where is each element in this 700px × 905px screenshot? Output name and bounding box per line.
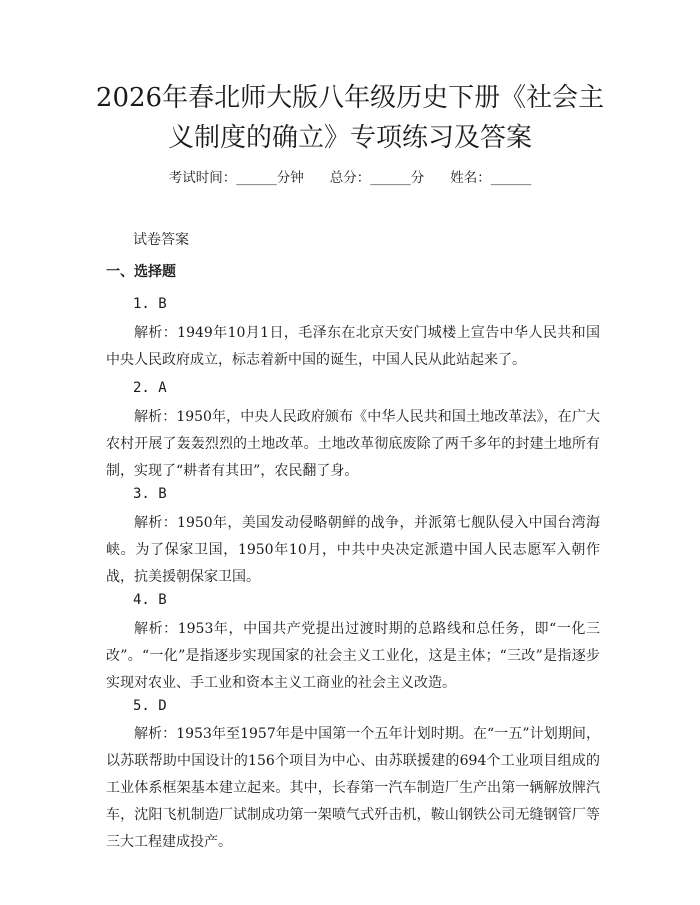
- answer-4: 4. B: [133, 592, 167, 608]
- exam-time-label: 考试时间：______分钟: [168, 170, 304, 186]
- explanation-3: 解析：1950年，美国发动侵略朝鲜的战争，并派第七舰队侵入中国台湾海峡。为了保家卫国，1950年10月，中共中央决定派遣中国人民志愿军入朝作战，抗美援朝保家卫国。: [106, 515, 600, 585]
- section-title: 一、选择题: [106, 264, 176, 280]
- total-score-label: 总分：______分: [329, 170, 425, 186]
- answer-heading: 试卷答案: [133, 232, 189, 248]
- answer-3: 3. B: [133, 486, 167, 502]
- explanation-4: 解析：1953年，中国共产党提出过渡时期的总路线和总任务，即“一化三改”。“一化”是指逐步实现国家的社会主义工业化，这是主体；“三改”是指逐步实现对农业、手工业和资本主义工商业的社会主义改造。: [106, 621, 600, 691]
- answer-2: 2. A: [133, 380, 167, 396]
- answer-1: 1. B: [133, 296, 167, 312]
- student-name-label: 姓名：______: [450, 170, 532, 186]
- exam-meta: [0, 168, 700, 188]
- document-title: 2026年春北师大版八年级历史下册《社会主义制度的确立》专项练习及答案: [95, 83, 605, 153]
- explanation-5: 解析：1953年至1957年是中国第一个五年计划时期。在“一五”计划期间，以苏联帮助中国设计的156个项目为中心、由苏联援建的694个工业项目组成的工业体系框架基本建立起来。其中，长春第一汽车制造厂生产出第一辆解放牌汽车，沈阳飞机制造厂试制成功第一架喷气式歼击机，鞍山钢铁公司无缝钢管厂等三大工程建成投产。: [106, 726, 600, 850]
- explanation-1: 解析：1949年10月1日，毛泽东在北京天安门城楼上宣告中华人民共和国中央人民政府成立，标志着新中国的诞生，中国人民从此站起来了。: [106, 325, 600, 368]
- explanation-2: 解析：1950年，中央人民政府颁布《中华人民共和国土地改革法》，在广大农村开展了轰轰烈烈的土地改革。土地改革彻底废除了两千多年的封建土地所有制，实现了“耕者有其田”，农民翻了身。: [106, 409, 600, 479]
- answer-5: 5. D: [133, 698, 167, 714]
